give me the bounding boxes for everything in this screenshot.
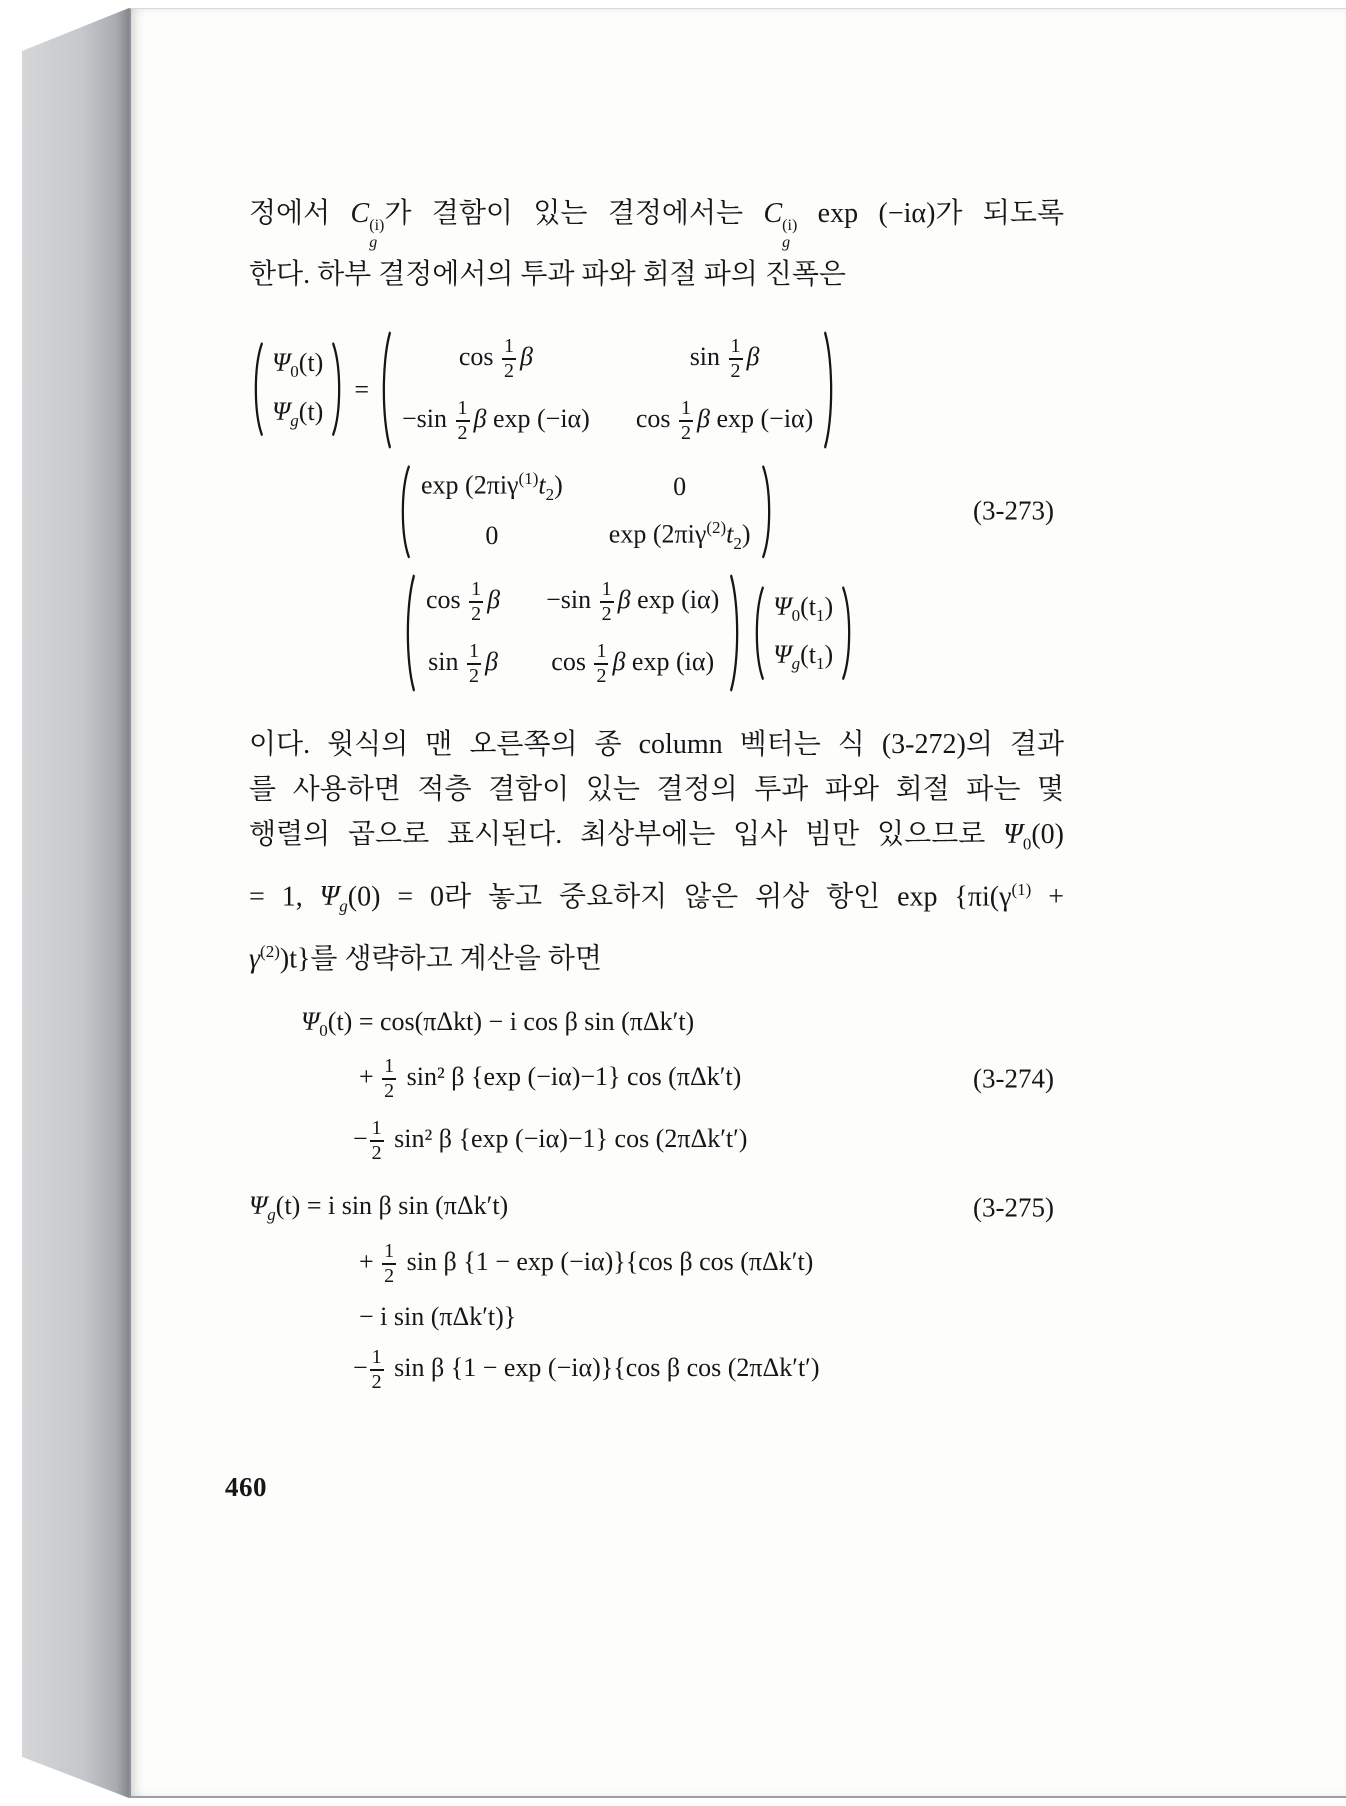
- paragraph-2-line-3: [249, 812, 1064, 867]
- matrix-rotation-2: [401, 574, 744, 692]
- subscript-g: g: [791, 654, 801, 674]
- page-number: 460: [225, 1471, 267, 1502]
- paragraph-2-line-2: [249, 767, 1064, 812]
- matrix-cells: [411, 465, 761, 559]
- supsub-stack: [369, 218, 384, 252]
- beta: β: [697, 403, 710, 433]
- cos: cos: [635, 403, 671, 433]
- right-paren-icon: [761, 465, 776, 559]
- eq274-line-3: [249, 1117, 1064, 1165]
- fraction-one-half: [469, 578, 483, 626]
- book-spine-edge: [22, 8, 129, 1798]
- column-vector-psi-t: [249, 342, 346, 436]
- eq273-row-3: [401, 574, 1064, 692]
- eq275-line-4: [249, 1346, 1064, 1394]
- fraction-one-half: [594, 640, 608, 688]
- beta: β: [473, 403, 487, 433]
- cos: cos: [551, 647, 586, 677]
- paragraph-1-line-2: [249, 252, 1064, 297]
- eq275-line-3: [249, 1302, 1064, 1332]
- cell-cos-half-beta-exp-ia: [551, 640, 714, 688]
- equation-3-274: [249, 1007, 1064, 1165]
- math-var-psi: Ψ: [1003, 819, 1023, 851]
- frac-num: 1: [504, 334, 515, 357]
- frac-den: 2: [730, 359, 741, 382]
- fraction-one-half: [370, 1117, 384, 1165]
- math-var-gamma: γ: [249, 943, 261, 975]
- text-run: 를 사용하면 적층 결함이 있는 결정의 투과 파와 회절 파는 몇: [249, 774, 1064, 806]
- text-run: (0) = 0라 놓고 중요하지 않은 위상 항인 exp {πi(γ: [347, 881, 1012, 913]
- exp-i-alpha: exp (iα): [637, 585, 720, 615]
- exp-prefix: exp (2πiγ: [421, 470, 519, 500]
- math-var-t: t: [726, 520, 734, 550]
- left-paren-icon: [249, 342, 264, 436]
- matrix-cells: [416, 574, 729, 692]
- frac-num: 1: [601, 578, 612, 601]
- frac-den: 2: [601, 603, 612, 626]
- left-paren-icon: [377, 331, 392, 449]
- text-run: 가 결함이 있는 결정에서는: [384, 198, 764, 229]
- eq273-row-1: [249, 331, 1064, 449]
- frac-num: 1: [730, 334, 741, 357]
- superscript-1: (1): [518, 468, 539, 488]
- beta: β: [746, 341, 760, 371]
- plus-sign: +: [359, 1246, 374, 1276]
- math-var-C: C: [763, 198, 783, 229]
- psi0-of-0: [1003, 819, 1064, 854]
- psi0-of-t: [272, 348, 323, 382]
- math-var-C: C: [350, 198, 370, 229]
- left-paren-icon: [401, 574, 416, 692]
- frac-num: 1: [596, 640, 607, 663]
- expression: sin² β {exp (−iα)−1} cos (2πΔk′t′): [394, 1124, 748, 1154]
- subscript-2: 2: [545, 484, 555, 504]
- cos: cos: [426, 585, 461, 615]
- text-run: = 1,: [249, 881, 320, 913]
- psi0-of-t1: [773, 592, 833, 626]
- frac-num: 1: [384, 1239, 395, 1262]
- equation-3-275: [249, 1191, 1064, 1393]
- cell-sin-half-beta: [690, 335, 760, 383]
- frac-num: 1: [471, 578, 482, 601]
- subscript-0: 0: [791, 606, 801, 626]
- subscript-1: 1: [815, 606, 825, 626]
- text-run: 이다. 윗식의 맨 오른쪽의 종 column 벡터는 식 (3-272)의 결과: [249, 729, 1064, 761]
- fraction-one-half: [679, 397, 693, 445]
- superscript-2: (2): [260, 941, 280, 961]
- matrix-rotation-1: [377, 331, 838, 449]
- superscript-1: (1): [1011, 879, 1032, 899]
- expression: (t) = cos(πΔkt) − i cos β sin (πΔk′t): [327, 1007, 695, 1037]
- expression: (t) = i sin β sin (πΔk′t): [275, 1191, 509, 1221]
- frac-num: 1: [371, 1345, 382, 1368]
- expression: sin β {1 − exp (−iα)}{cos β cos (2πΔk′t′): [394, 1352, 820, 1382]
- page-content: [131, 9, 1064, 1503]
- psig-of-t: [272, 397, 323, 431]
- cell-exp-gamma2: [609, 518, 751, 554]
- math-var-psi: Ψ: [249, 1191, 268, 1221]
- cell-zero: 0: [673, 471, 687, 501]
- math-C-gi: [350, 198, 385, 251]
- text-run: 한다. 하부 결정에서의 투과 파와 회절 파의 진폭은: [249, 258, 846, 290]
- column-vector-psi-t1: [750, 586, 856, 680]
- paragraph-2-line-1: [249, 722, 1064, 767]
- frac-num: 1: [469, 640, 479, 663]
- fraction-one-half: [382, 1240, 396, 1288]
- eq273-row-2: [396, 465, 1064, 559]
- beta: β: [485, 647, 498, 677]
- exp-i-alpha: exp (iα): [631, 647, 715, 677]
- subscript-2: 2: [733, 534, 742, 554]
- sin: sin: [689, 341, 721, 371]
- text-run: +: [1031, 881, 1065, 913]
- arg-0: (0): [1031, 819, 1064, 851]
- eq274-line-1: [249, 1007, 1064, 1041]
- beta: β: [617, 585, 631, 615]
- frac-den: 2: [384, 1080, 395, 1103]
- arg-t-open: (t: [800, 640, 816, 670]
- paragraph-1-line-1: [249, 191, 1064, 252]
- text-run: 정에서: [249, 198, 351, 229]
- beta: β: [487, 585, 501, 615]
- sin: sin: [428, 647, 459, 677]
- cell-cos-half-beta: [459, 335, 533, 383]
- math-C-gi: [763, 198, 798, 251]
- fraction-one-half: [502, 335, 516, 383]
- math-var-psi: Ψ: [272, 348, 291, 378]
- text-run: exp (−iα)가 되도록: [797, 198, 1064, 229]
- math-var-psi: Ψ: [301, 1007, 320, 1037]
- fraction-one-half: [382, 1055, 396, 1103]
- beta: β: [520, 341, 533, 371]
- frac-den: 2: [504, 359, 515, 382]
- exp-prefix: exp (2πiγ: [608, 520, 707, 550]
- frac-den: 2: [371, 1370, 382, 1393]
- math-var-psi: Ψ: [272, 396, 291, 426]
- supsub-stack: [782, 218, 797, 252]
- right-paren-icon: [729, 574, 744, 692]
- psig-of-t1: [773, 640, 833, 674]
- matrix-propagation: [396, 465, 776, 559]
- equals-sign: =: [354, 374, 369, 404]
- vector-cells: [765, 586, 841, 680]
- math-var-psi: Ψ: [773, 640, 792, 670]
- cell-cos-half-beta: [426, 578, 500, 626]
- left-paren-icon: [750, 586, 765, 680]
- arg-t: (t): [298, 348, 324, 378]
- equation-label-3-273: (3-273): [973, 495, 1054, 526]
- expression: sin² β {exp (−iα)−1} cos (πΔk′t): [406, 1062, 742, 1092]
- frac-num: 1: [457, 396, 468, 419]
- subscript-1: 1: [815, 654, 825, 674]
- plus-sign: +: [359, 1062, 374, 1092]
- text-run: 행렬의 곱으로 표시된다. 최상부에는 입사 빔만 있으므로: [249, 819, 1004, 851]
- exp-minus-i-alpha: exp (−iα): [716, 403, 814, 433]
- frac-den: 2: [457, 421, 468, 444]
- psi0-of-t: [301, 1007, 695, 1041]
- fraction-one-half: [467, 640, 481, 688]
- frac-den: 2: [469, 665, 479, 688]
- subscript-g: g: [339, 896, 348, 916]
- superscript-i: (i): [782, 217, 798, 234]
- frac-den: 2: [384, 1264, 395, 1287]
- math-var-psi: Ψ: [319, 881, 340, 913]
- close-paren: ): [741, 520, 751, 550]
- right-paren-icon: [841, 586, 856, 680]
- cell-sin-half-beta: [428, 640, 498, 688]
- subscript-0: 0: [319, 1021, 328, 1041]
- close-paren: ): [824, 592, 834, 622]
- right-paren-icon: [331, 342, 346, 436]
- arg-t-open: (t: [800, 592, 816, 622]
- close-paren: ): [824, 640, 834, 670]
- fraction-one-half: [370, 1346, 384, 1394]
- beta: β: [612, 647, 626, 677]
- neg-sin: −sin: [546, 585, 592, 615]
- cell-neg-sin-half-beta-exp: [402, 397, 590, 445]
- left-paren-icon: [396, 465, 411, 559]
- expression: sin β {1 − exp (−iα)}{cos β cos (πΔk′t): [406, 1246, 814, 1276]
- math-var-psi: Ψ: [773, 592, 792, 622]
- neg-sin: −sin: [402, 403, 448, 433]
- math-var-t: t: [538, 470, 546, 500]
- cell-neg-sin-half-beta-exp-ia: [546, 578, 719, 626]
- frac-num: 1: [371, 1117, 382, 1140]
- paragraph-1: [249, 191, 1064, 297]
- arg-t: (t): [298, 396, 324, 426]
- vector-cells: [264, 342, 331, 436]
- equation-label-3-274: (3-274): [973, 1063, 1054, 1094]
- book-page: [129, 8, 1346, 1798]
- cell-zero: 0: [485, 521, 499, 551]
- eq274-line-2: [249, 1055, 1064, 1103]
- psig: [319, 881, 348, 916]
- superscript-2: (2): [706, 518, 727, 538]
- eq275-line-1: [249, 1191, 1064, 1225]
- fraction-one-half: [456, 397, 470, 445]
- subscript-g: g: [267, 1205, 276, 1225]
- expression: − i sin (πΔk′t)}: [359, 1301, 517, 1331]
- paragraph-2: [249, 722, 1064, 981]
- minus-sign: −: [353, 1352, 368, 1382]
- eq275-line-2: [249, 1240, 1064, 1288]
- cos: cos: [458, 341, 494, 371]
- subscript-g: g: [290, 410, 299, 430]
- text-run: )t}를 생략하고 계산을 하면: [279, 943, 602, 975]
- frac-den: 2: [681, 421, 692, 444]
- frac-den: 2: [596, 665, 607, 688]
- close-paren: ): [554, 470, 563, 500]
- equation-3-273: [249, 331, 1064, 693]
- minus-sign: −: [353, 1124, 368, 1154]
- matrix-cells: [392, 331, 823, 449]
- cell-cos-half-beta-exp: [636, 397, 814, 445]
- subscript-g: g: [369, 233, 378, 251]
- superscript-i: (i): [369, 217, 385, 234]
- frac-den: 2: [371, 1142, 382, 1165]
- cell-exp-gamma1: [421, 469, 563, 505]
- paragraph-2-line-4: [249, 867, 1064, 929]
- frac-num: 1: [681, 396, 692, 419]
- fraction-one-half: [729, 335, 743, 383]
- right-paren-icon: [823, 331, 838, 449]
- subscript-g: g: [782, 233, 791, 251]
- frac-den: 2: [471, 603, 482, 626]
- paragraph-2-line-5: [249, 929, 1064, 981]
- exp-minus-i-alpha: exp (−iα): [492, 403, 590, 433]
- subscript-0: 0: [1022, 834, 1032, 854]
- frac-num: 1: [384, 1055, 395, 1078]
- psig-of-t: [249, 1191, 509, 1225]
- fraction-one-half: [600, 578, 614, 626]
- subscript-0: 0: [290, 362, 299, 382]
- equation-label-3-275: (3-275): [973, 1192, 1054, 1223]
